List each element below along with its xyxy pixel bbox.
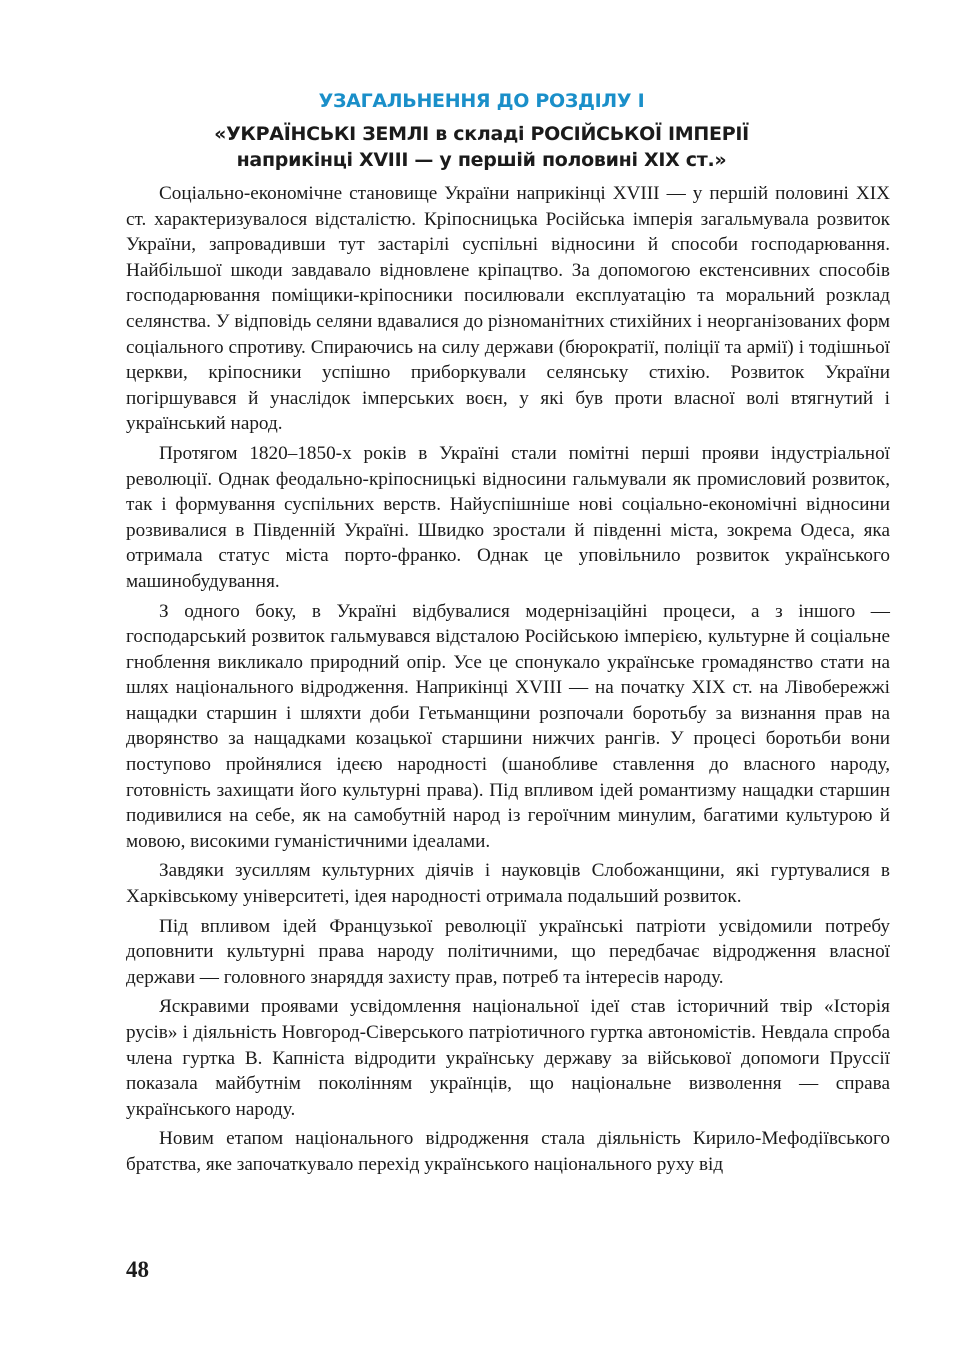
page-number: 48 xyxy=(126,1257,149,1282)
paragraph: Яскравими проявами усвідомлення національної ідеї став історичний твір «Історія русів» і діяльність Новгород-Сіверського патріотичного гуртка автономістів. Невдала спроба члена гуртка В. Капніста відродити українську державу за військової допомоги Пруссії показала майбутнім поколінням українців, що національне визволення — справа українського народу. xyxy=(126,996,890,1120)
paragraph: Соціально-економічне становище України наприкінці XVIII — у першій половині XIX ст. характеризувалося відсталістю. Кріпосницька Російська імперія загальмувала розвиток України, запровадивши тут застарілі суспільні відносини й способи господарювання. Найбільшої шкоди завдавало відновлене кріпацтво. За допомогою екстенсивних способів господарювання поміщики-кріпосники посилювали експлуатацію та моральний розклад селянства. У відповідь селяни вдавалися до різноманітних стихійних і неорганізованих форм соціального спротиву. Спираючись на силу держави (бюрократії, поліції та армії) і тодішньої церкви, кріпосники успішно приборкували селянську стихію. Розвиток України погіршувався й унаслідок імперських воєн, у які був проти власної волі втягнутий і український народ. xyxy=(126,183,890,435)
paragraph: З одного боку, в Україні відбувалися модернізаційні процеси, а з іншого — господарський розвиток гальмувався відсталою Російською імперією, культурне й соціальне гноблення викликало природний опір. Усе це спонукало українське громадянство стати на шлях національного відродження. Наприкінці XVIII — на початку XIX ст. на Лівобережжі нащадки старшин і шляхти доби Гетьманщини розпочали боротьбу за визнання прав на дворянство за нащадками козацької старшини нижчих рангів. У процесі боротьби вони поступово пройнялися ідеєю народності (шанобливе ставлення до власного народу, готовність захищати його культурні права). Під впливом ідей романтизму нащадки старшин подивилися на себе, як на самобутній народ із героїчним минулим, багатими культурою й мовою, високими гуманістичними ідеалами. xyxy=(126,600,890,852)
chapter-title-line-2: наприкінці XVIII — у першій половині XIX ст.» xyxy=(236,149,727,171)
paragraph: Протягом 1820–1850-х років в Україні стали помітні перші прояви індустріальної революції. Однак феодально-кріпосницькі відносини гальмували як промисловий розвиток, так і формування суспільних верств. Найуспішніше нові соціально-економічні відносини розвивалися в Південній Україні. Швидко зростали й південні міста, зокрема Одеса, яка отримала статус міста порто-франко. Однак це уповільнило розвиток українського машинобудування. xyxy=(126,442,890,592)
paragraph: Новим етапом національного відродження стала діяльність Кирило-Мефодіївського братства, яке започаткувало перехід українського національного руху від xyxy=(126,1128,890,1175)
chapter-title-line-1: «УКРАЇНСЬКІ ЗЕМЛІ в складі РОСІЙСЬКОЇ ІМПЕРІЇ xyxy=(214,123,749,145)
section-title: УЗАГАЛЬНЕННЯ ДО РОЗДІЛУ І xyxy=(318,90,645,112)
paragraph: Завдяки зусиллям культурних діячів і науковців Слобожанщини, які гуртувалися в Харківському університеті, ідея народності отримала подальший розвиток. xyxy=(126,860,890,908)
paragraph: Під впливом ідей Французької революції українські патріоти усвідомили потребу доповнити культурні права народу політичними, що передбачає відродження власної держави — головного знаряддя захисту прав, потреб та інтересів народу. xyxy=(126,915,890,988)
chapter-title xyxy=(0,121,963,173)
body-text xyxy=(126,181,890,1182)
